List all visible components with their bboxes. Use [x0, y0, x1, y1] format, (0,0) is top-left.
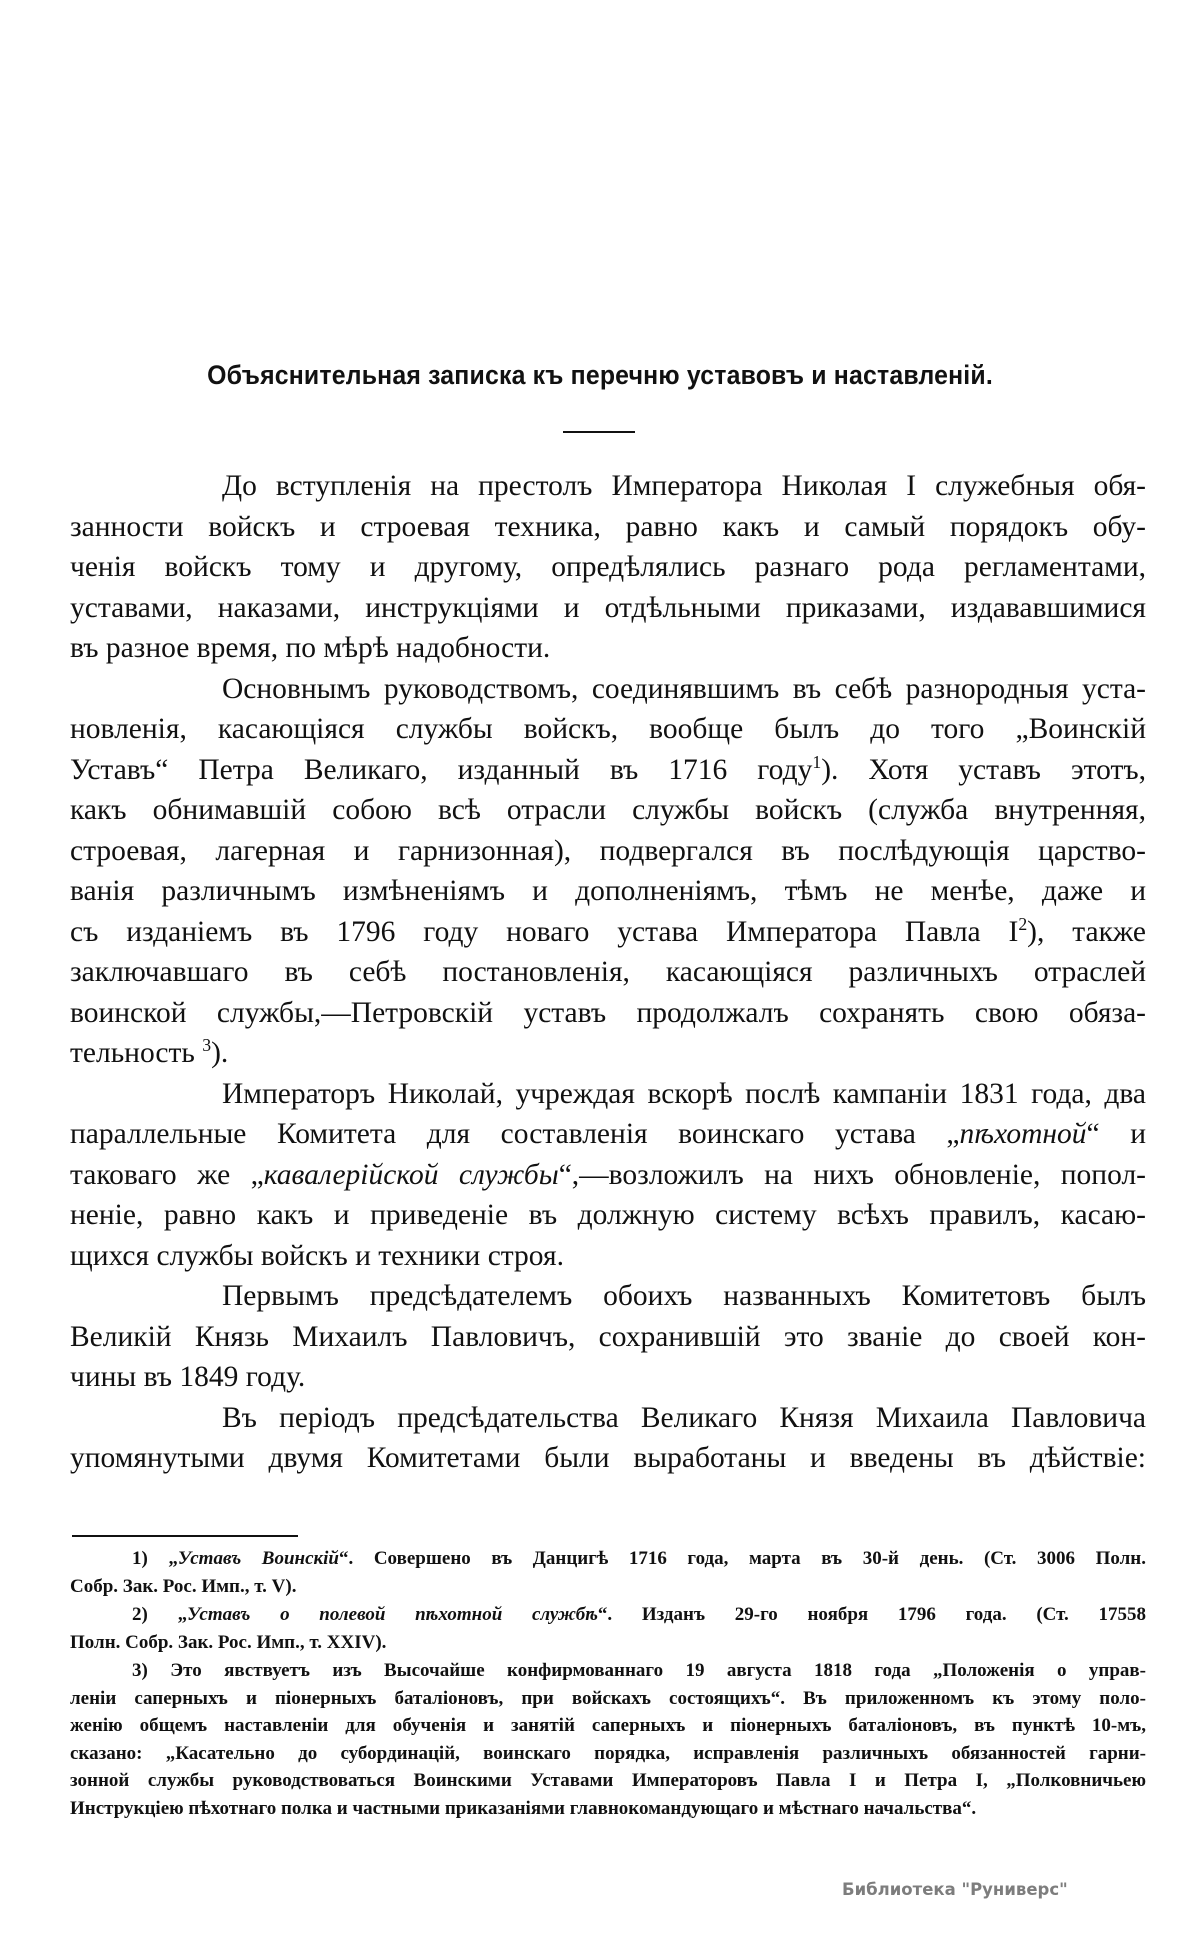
- footnote-2: [70, 1601, 1146, 1656]
- text-line: сказано: „Касательно до субординацій, воинскаго порядка, исправленія различныхъ обязанностей гарни-: [70, 1742, 1146, 1764]
- footnote-3: [70, 1657, 1146, 1822]
- page-title: Объяснительная записка къ перечню уставовъ и наставленій.: [207, 360, 993, 390]
- text-segment: “. Совершено въ Данцигѣ 1716 года, марта въ 30-й день. (Ст. 3006 Полн.: [339, 1548, 1146, 1569]
- text-line: какъ обнимавшій собою всѣ отрасли службы войскъ (служба внутренняя,: [70, 794, 1146, 826]
- text-line: Основнымъ руководствомъ, соединявшимъ въ себѣ разнородныя уста-: [222, 672, 1146, 705]
- library-watermark: Библиотека "Руниверс": [842, 1880, 1068, 1899]
- text-line: заключавшаго въ себѣ постановленія, касающіяся различныхъ отраслей: [70, 956, 1146, 988]
- text-line: ченія войскъ тому и другому, опредѣлялись разнаго рода регламентами,: [70, 551, 1146, 583]
- body-text: [70, 466, 1146, 1479]
- text-segment: съ изданіемъ въ 1796 году новаго устава Императора Павла I: [70, 915, 1019, 948]
- text-line: женію общемъ наставленіи для обученія и занятій саперныхъ и піонерныхъ баталіоновъ, въ пунктѣ 10-мъ,: [70, 1715, 1146, 1736]
- footnote-marker: 2): [132, 1604, 148, 1625]
- italic-term: пѣхотной: [959, 1118, 1087, 1150]
- text-line: новленія, касающіяся службы войскъ, вообще былъ до того „Воинскій: [70, 713, 1146, 745]
- text-segment: „: [177, 1604, 188, 1625]
- paragraph-4: [70, 1276, 1146, 1398]
- footnote-ref-2[interactable]: 2: [1018, 913, 1028, 934]
- italic-term: Уставъ Воинскій: [177, 1548, 339, 1569]
- text-segment: ). Хотя уставъ этотъ,: [821, 753, 1147, 786]
- text-line: чины въ 1849 году.: [70, 1361, 306, 1393]
- footnotes: [70, 1545, 1146, 1823]
- text-segment: “,—возложилъ на нихъ обновленіе, попол-: [558, 1158, 1147, 1191]
- text-line: [70, 1155, 1146, 1196]
- paragraph-3: [70, 1074, 1146, 1277]
- text-segment: “. Изданъ 29-го ноября 1796 года. (Ст. 17558: [597, 1604, 1147, 1625]
- text-segment: Уставъ“ Петра Великаго, изданный въ 1716 году: [70, 753, 813, 786]
- text-line: уставами, наказами, инструкціями и отдѣльными приказами, издававшимися: [70, 591, 1146, 624]
- text-segment: Это явствуетъ изъ Высочайше конфирмованнаго 19 августа 1818 года „Положенія о управ-: [170, 1660, 1147, 1681]
- text-segment: параллельные Комитета для составленія воинскаго устава „: [70, 1118, 960, 1150]
- text-line: [70, 750, 1146, 791]
- text-line: занности войскъ и строевая техника, равно какъ и самый порядокъ обу-: [70, 510, 1146, 543]
- footnote-ref-3[interactable]: 3: [202, 1035, 212, 1056]
- text-line: [70, 1114, 1146, 1155]
- text-segment: ), также: [1027, 915, 1146, 948]
- footnote-marker: 3): [132, 1660, 148, 1681]
- text-segment: “ и: [1086, 1118, 1146, 1150]
- text-line: упомянутыми двумя Комитетами были выработаны и введены въ дѣйствіе:: [70, 1442, 1146, 1474]
- text-line: воинской службы,—Петровскій уставъ продолжалъ сохранять свою обяза-: [70, 996, 1146, 1029]
- paragraph-1: [70, 466, 1146, 669]
- text-line: Первымъ предсѣдателемъ обоихъ названныхъ Комитетовъ былъ: [222, 1280, 1146, 1312]
- text-line: [70, 1657, 1146, 1685]
- text-line: До вступленія на престолъ Императора Николая I служебныя обя-: [222, 470, 1146, 502]
- footnote-ref-1[interactable]: 1: [812, 751, 822, 772]
- text-segment: тельность: [70, 1037, 195, 1069]
- text-line: щихся службы войскъ и техники строя.: [70, 1239, 564, 1272]
- title-divider: [563, 431, 635, 433]
- footnote-divider: [72, 1535, 298, 1537]
- text-line: леніи саперныхъ и піонерныхъ баталіоновъ, при войскахъ состоящихъ“. Въ приложенномъ къ этому поло-: [70, 1687, 1146, 1709]
- text-line: Въ періодъ предсѣдательства Великаго Князя Михаила Павловича: [222, 1401, 1146, 1434]
- text-line: [70, 912, 1146, 953]
- footnote-1: [70, 1545, 1146, 1600]
- text-segment: „: [168, 1548, 178, 1569]
- text-segment: таковаго же „: [70, 1158, 264, 1191]
- footnote-marker: 1): [132, 1548, 148, 1569]
- italic-term: кавалерійской службы: [263, 1158, 559, 1191]
- text-line: строевая, лагерная и гарнизонная), подвергался въ послѣдующія царство-: [70, 834, 1146, 867]
- text-line: [70, 1545, 1146, 1573]
- text-line: зонной службы руководствоваться Воинскими Уставами Императоровъ Павла I и Петра I, „Полковничьею: [70, 1770, 1146, 1791]
- text-line: [70, 1601, 1146, 1629]
- paragraph-5: [70, 1398, 1146, 1479]
- text-line: [70, 1033, 1146, 1074]
- text-segment: ).: [211, 1037, 229, 1069]
- text-line: неніе, равно какъ и приведеніе въ должную систему всѣхъ правилъ, касаю-: [70, 1199, 1146, 1231]
- text-line: Инструкціею пѣхотнаго полка и частными приказаніями главнокомандующаго и мѣстнаго начальства“.: [70, 1797, 977, 1819]
- text-line: ванія различнымъ измѣненіямъ и дополненіямъ, тѣмъ не менѣе, даже и: [70, 875, 1146, 907]
- paragraph-2: [70, 669, 1146, 1074]
- text-line: Императоръ Николай, учреждая вскорѣ послѣ кампаніи 1831 года, два: [222, 1077, 1146, 1110]
- italic-term: Уставъ о полевой пѣхотной службѣ: [187, 1604, 598, 1625]
- text-line: Собр. Зак. Рос. Имп., т. V).: [70, 1575, 297, 1597]
- text-line: Великій Князь Михаилъ Павловичъ, сохранившій это званіе до своей кон-: [70, 1320, 1146, 1353]
- text-line: Полн. Собр. Зак. Рос. Имп., т. XXIV).: [70, 1631, 387, 1653]
- text-line: въ разное время, по мѣрѣ надобности.: [70, 632, 551, 664]
